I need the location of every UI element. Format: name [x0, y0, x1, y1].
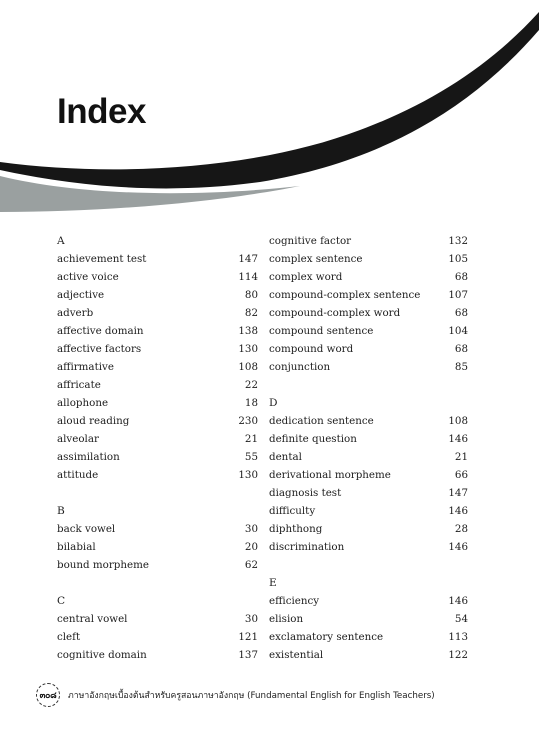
index-entry: [57, 412, 258, 430]
index-page-number: 66: [454, 469, 468, 481]
index-entry: [269, 430, 468, 448]
index-letter-heading: C: [57, 595, 66, 607]
index-entry: [269, 250, 468, 268]
index-page-number: 130: [238, 469, 258, 481]
index-entry: [269, 448, 468, 466]
section-gap: [57, 484, 258, 502]
section-gap: [57, 574, 258, 592]
index-entry: [57, 538, 258, 556]
index-entry: [57, 466, 258, 484]
index-entry: [57, 646, 258, 664]
index-page-number: 28: [454, 523, 468, 535]
section-gap: [269, 556, 468, 574]
index-page-number: 82: [244, 307, 258, 319]
index-letter-heading: E: [269, 577, 277, 589]
index-entry: [269, 358, 468, 376]
index-letter-heading: D: [269, 397, 278, 409]
index-term: bilabial: [57, 541, 96, 553]
index-page-number: 107: [448, 289, 468, 301]
index-letter-heading: B: [57, 505, 65, 517]
index-term: discrimination: [269, 541, 345, 553]
index-entry: [57, 520, 258, 538]
index-term: affective factors: [57, 343, 142, 355]
index-term: allophone: [57, 397, 109, 409]
index-term: derivational morpheme: [269, 469, 391, 481]
index-term: dental: [269, 451, 302, 463]
index-page-number: 20: [244, 541, 258, 553]
index-term: alveolar: [57, 433, 99, 445]
index-entry: [57, 448, 258, 466]
index-entry: [57, 250, 258, 268]
index-entry: [269, 520, 468, 538]
index-entry: [269, 628, 468, 646]
index-page-number: 108: [448, 415, 468, 427]
index-entry: [57, 304, 258, 322]
page-title: Index: [57, 92, 146, 131]
index-page-number: 146: [448, 541, 468, 553]
index-entry: [269, 340, 468, 358]
index-term: difficulty: [269, 505, 316, 517]
index-term: efficiency: [269, 595, 320, 607]
index-page-number: 30: [244, 523, 258, 535]
index-page-number: 147: [238, 253, 258, 265]
index-term: achievement test: [57, 253, 147, 265]
index-term: diagnosis test: [269, 487, 342, 499]
index-page-number: 22: [244, 379, 258, 391]
index-page-number: 55: [244, 451, 258, 463]
index-column-right: [269, 232, 468, 664]
index-entry: [269, 322, 468, 340]
index-term: compound sentence: [269, 325, 374, 337]
index-page-number: 137: [238, 649, 258, 661]
index-page-number: 68: [454, 271, 468, 283]
index-page-number: 105: [448, 253, 468, 265]
index-page-number: 230: [238, 415, 258, 427]
index-entry: [57, 628, 258, 646]
index-page-number: 114: [238, 271, 258, 283]
section-gap: [269, 376, 468, 394]
index-page-number: 21: [244, 433, 258, 445]
index-term: dedication sentence: [269, 415, 374, 427]
index-term: complex word: [269, 271, 343, 283]
index-term: affective domain: [57, 325, 144, 337]
index-term: elision: [269, 613, 304, 625]
index-entry: [269, 268, 468, 286]
index-page-number: 108: [238, 361, 258, 373]
page-footer: [36, 683, 435, 707]
index-page-number: 18: [244, 397, 258, 409]
index-page-number: 80: [244, 289, 258, 301]
index-page-number: 147: [448, 487, 468, 499]
index-page-number: 121: [238, 631, 258, 643]
footer-book-title: ภาษาอังกฤษเบื้องต้นสำหรับครูสอนภาษาอังกฤษ (Fundamental English for English Teachers): [68, 691, 435, 701]
index-entry: [57, 286, 258, 304]
index-page-number: 146: [448, 433, 468, 445]
index-term: attitude: [57, 469, 99, 481]
index-entry: [269, 232, 468, 250]
index-term: central vowel: [57, 613, 128, 625]
index-term: cognitive factor: [269, 235, 352, 247]
index-page-number: 130: [238, 343, 258, 355]
index-entry: [57, 268, 258, 286]
index-page-number: 30: [244, 613, 258, 625]
index-entry: [57, 322, 258, 340]
index-term: adverb: [57, 307, 94, 319]
index-page-number: 21: [454, 451, 468, 463]
index-entry: [57, 430, 258, 448]
index-term: compound-complex sentence: [269, 289, 421, 301]
index-entry: [269, 286, 468, 304]
index-page-number: 104: [448, 325, 468, 337]
index-term: cleft: [57, 631, 81, 643]
index-entry: [57, 556, 258, 574]
index-term: diphthong: [269, 523, 323, 535]
index-page-number: 122: [448, 649, 468, 661]
index-entry: [269, 466, 468, 484]
index-term: assimilation: [57, 451, 120, 463]
index-term: bound morpheme: [57, 559, 149, 571]
index-page-number: 132: [448, 235, 468, 247]
index-page-number: 146: [448, 595, 468, 607]
index-term: exclamatory sentence: [269, 631, 384, 643]
index-entry: [57, 394, 258, 412]
index-term: existential: [269, 649, 324, 661]
index-entry: [269, 304, 468, 322]
index-term: compound-complex word: [269, 307, 401, 319]
page-number-badge: ๓๐๘: [36, 683, 60, 707]
index-term: compound word: [269, 343, 354, 355]
index-term: conjunction: [269, 361, 331, 373]
index-column-left: [57, 232, 258, 664]
index-page-number: 85: [454, 361, 468, 373]
index-term: definite question: [269, 433, 357, 445]
index-entry: [269, 592, 468, 610]
index-entry: [269, 502, 468, 520]
index-entry: [269, 610, 468, 628]
index-term: active voice: [57, 271, 119, 283]
index-page-number: 138: [238, 325, 258, 337]
index-entry: [269, 538, 468, 556]
index-page-number: 113: [448, 631, 468, 643]
index-page-number: 54: [454, 613, 468, 625]
index-entry: [269, 484, 468, 502]
index-term: affirmative: [57, 361, 114, 373]
index-entry: [269, 412, 468, 430]
index-page-number: 62: [244, 559, 258, 571]
index-term: cognitive domain: [57, 649, 147, 661]
index-entry: [269, 646, 468, 664]
index-term: complex sentence: [269, 253, 363, 265]
index-entry: [57, 358, 258, 376]
index-term: aloud reading: [57, 415, 130, 427]
index-term: back vowel: [57, 523, 116, 535]
index-page-number: 146: [448, 505, 468, 517]
index-entry: [57, 376, 258, 394]
index-page-number: 68: [454, 307, 468, 319]
index-entry: [57, 340, 258, 358]
index-letter-heading: A: [57, 235, 65, 247]
index-page-number: 68: [454, 343, 468, 355]
index-term: adjective: [57, 289, 105, 301]
index-entry: [57, 610, 258, 628]
index-term: affricate: [57, 379, 101, 391]
